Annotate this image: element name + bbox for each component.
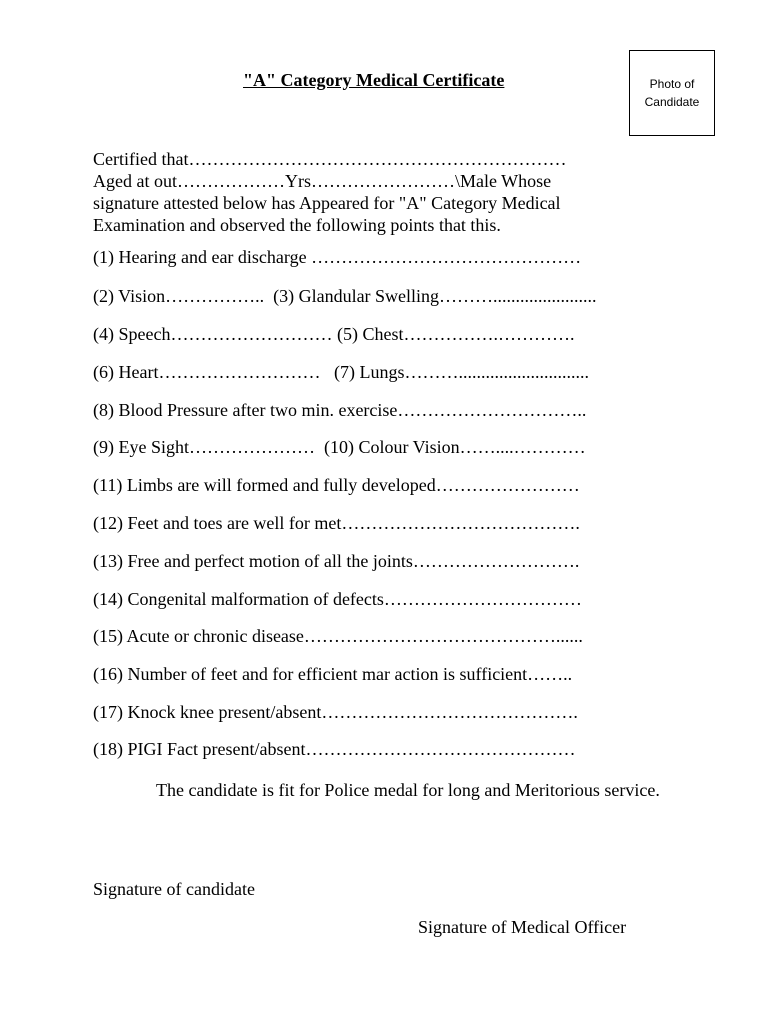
photo-box-label-line1: Photo of <box>649 77 695 91</box>
intro-line-certified: Certified that……………………………………………………… <box>93 149 567 169</box>
item-blood-pressure: (8) Blood Pressure after two min. exercise………………………….. <box>93 400 587 420</box>
signature-of-candidate: Signature of candidate <box>93 879 255 899</box>
item-joints: (13) Free and perfect motion of all the joints………………………. <box>93 551 580 571</box>
certificate-title: "A" Category Medical Certificate <box>243 70 505 90</box>
intro-line-signature: signature attested below has Appeared for "A" Category Medical <box>93 193 561 213</box>
signature-of-medical-officer: Signature of Medical Officer <box>418 917 627 937</box>
fitness-statement: The candidate is fit for Police medal for long and Meritorious service. <box>156 780 660 800</box>
intro-line-examination: Examination and observed the following points that this. <box>93 215 501 235</box>
item-vision-glandular: (2) Vision…………….. (3) Glandular Swelling………....................... <box>93 286 597 306</box>
item-hearing: (1) Hearing and ear discharge ……………………………………… <box>93 247 582 267</box>
item-disease: (15) Acute or chronic disease……………………………………...... <box>93 626 583 646</box>
item-congenital: (14) Congenital malformation of defects…………………………… <box>93 589 582 609</box>
photo-box-label-line2: Candidate <box>644 95 700 109</box>
item-limbs: (11) Limbs are will formed and fully developed…………………… <box>93 475 580 495</box>
intro-line-aged: Aged at out………………Yrs……………………\Male Whose <box>93 171 552 191</box>
certification-intro <box>93 148 693 236</box>
item-knock-knee: (17) Knock knee present/absent……………………………………. <box>93 702 578 722</box>
item-speech-chest: (4) Speech……………………… (5) Chest…………….…………. <box>93 324 575 344</box>
item-feet-action: (16) Number of feet and for efficient mar action is sufficient…….. <box>93 664 573 684</box>
item-pigi: (18) PIGI Fact present/absent……………………………………… <box>93 739 576 759</box>
photo-of-candidate-box <box>629 50 715 136</box>
item-heart-lungs: (6) Heart……………………… (7) Lungs………............................. <box>93 362 589 382</box>
item-feet-toes: (12) Feet and toes are well for met…………………………………. <box>93 513 580 533</box>
item-eye-sight-colour-vision: (9) Eye Sight………………… (10) Colour Vision……....………… <box>93 437 586 457</box>
